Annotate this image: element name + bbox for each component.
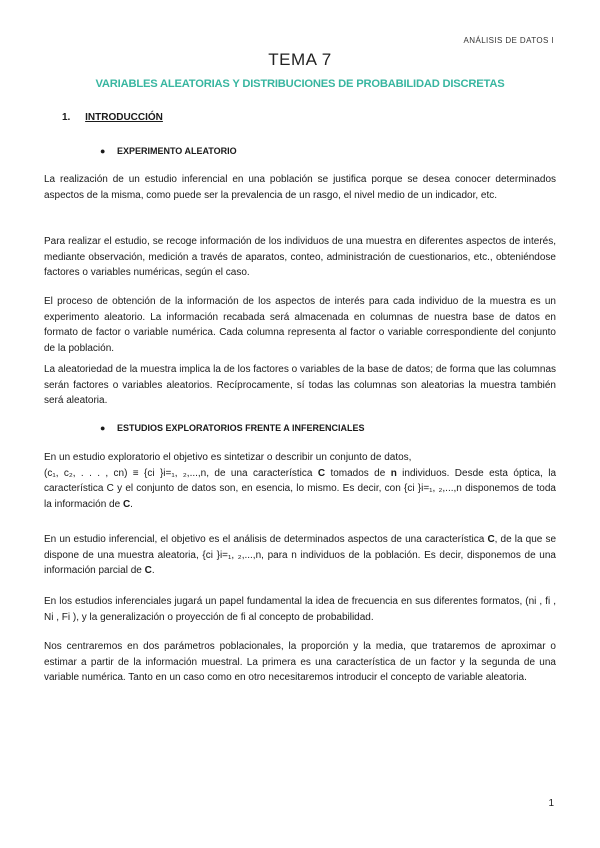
- bullet-heading-estudios: [100, 423, 364, 433]
- bullet-heading-label: ESTUDIOS EXPLORATORIOS FRENTE A INFERENCIALES: [116, 423, 365, 433]
- paragraph-proceso: [44, 294, 556, 356]
- paragraph-text: Para realizar el estudio, se recoge información de los individuos de una muestra en diferentes aspectos de interés, mediante observación, medición a través de aparatos, conteo, administración de cuestionarios, etc., obteniéndose factores o variables numéricas, según el caso.: [44, 236, 556, 279]
- section-number: 1.: [62, 112, 71, 123]
- paragraph-text: Nos centraremos en dos parámetros poblacionales, la proporción y la media, que trataremos de aproximar o estimar a partir de la información muestral. La primera es una característica de un factor y la segunda de una variable numérica. Tanto en un caso como en otro necesitaremos introducir el concepto de variable aleatoria.: [44, 641, 556, 684]
- section-heading-introduccion: [62, 112, 163, 123]
- text-run: individuos. Desde esta óptica, la característica C y el conjunto de datos son, en esencia, lo mismo. Es decir, con {ci }i=₁, ₂,...,n disponemos de toda la información de: [44, 467, 557, 510]
- paragraph-text: La realización de un estudio inferencial en una población se justifica porque se desea conocer determinados aspectos de la misma, como puede ser la prevalencia de un rasgo, el nivel medio de un indicador, etc.: [44, 174, 556, 201]
- paragraph-line: En un estudio exploratorio el objetivo es sintetizar o describir un conjunto de datos,: [44, 452, 412, 463]
- page-subtitle: VARIABLES ALEATORIAS Y DISTRIBUCIONES DE PROBABILIDAD DISCRETAS: [95, 78, 505, 90]
- text-run: .: [130, 498, 133, 510]
- page-title: TEMA 7: [268, 50, 332, 69]
- paragraph-parametros: [44, 639, 556, 686]
- paragraph-text: En los estudios inferenciales jugará un papel fundamental la idea de frecuencia en sus diferentes formatos, (ni , fi , Ni , Fi ), y la generalización o proyección de fi al concepto de probabilidad.: [44, 596, 556, 623]
- paragraph-text: [44, 466, 556, 513]
- bold-c: C: [122, 498, 131, 510]
- data-sequence: (c₁, c₂, . . . , cn) ≡ {ci }i=₁, ₂,...,n,: [44, 467, 210, 479]
- page-number: 1: [548, 798, 554, 809]
- text-run: tomados de: [325, 467, 391, 479]
- paragraph-text: La aleatoriedad de la muestra implica la de los factores o variables de la base de datos; de forma que las columnas serán factores o variables aleatorios. Recíprocamente, sí todas las columnas son aleatorias la muestra también será aleatoria.: [44, 364, 556, 407]
- paragraph-text: [44, 532, 556, 579]
- text-run: En un estudio inferencial, el objetivo es el análisis de determinados aspectos de una característica: [44, 534, 488, 545]
- paragraph-inferencial: [44, 532, 556, 579]
- paragraph-realizacion: [44, 172, 556, 203]
- paragraph-inferenciales: [44, 594, 556, 625]
- text-run: de una característica: [209, 467, 318, 479]
- paragraph-aleatoriedad: [44, 362, 556, 409]
- bullet-icon: ●: [100, 146, 106, 156]
- bullet-heading-label: EXPERIMENTO ALEATORIO: [116, 146, 237, 156]
- bold-c: C: [144, 565, 152, 577]
- paragraph-para-realizar: [44, 234, 556, 281]
- paragraph-text: El proceso de obtención de la información de los aspectos de interés para cada individuo de la muestra es un experimento aleatorio. La información recabada será almacenada en columnas de nuestra base de datos en formato de factor o variable numérica. Cada columna representa al factor o variable correspondiente del conjunto de la población.: [44, 296, 556, 354]
- text-run: , de la que se dispone de una muestra aleatoria, {ci }i=₁, ₂,...,n, para n individuos de la población. Es decir, disponemos de una información parcial de: [44, 534, 557, 577]
- section-label: INTRODUCCIÓN: [85, 112, 163, 123]
- bold-c: C: [487, 534, 495, 545]
- bullet-icon: ●: [100, 423, 106, 433]
- paragraph-exploratorio: [44, 450, 556, 512]
- running-header: ANÁLISIS DE DATOS I: [463, 36, 554, 45]
- bold-c: C: [317, 467, 326, 479]
- bullet-heading-experimento: [100, 146, 237, 156]
- text-run: .: [151, 565, 155, 577]
- bold-n: n: [390, 467, 397, 479]
